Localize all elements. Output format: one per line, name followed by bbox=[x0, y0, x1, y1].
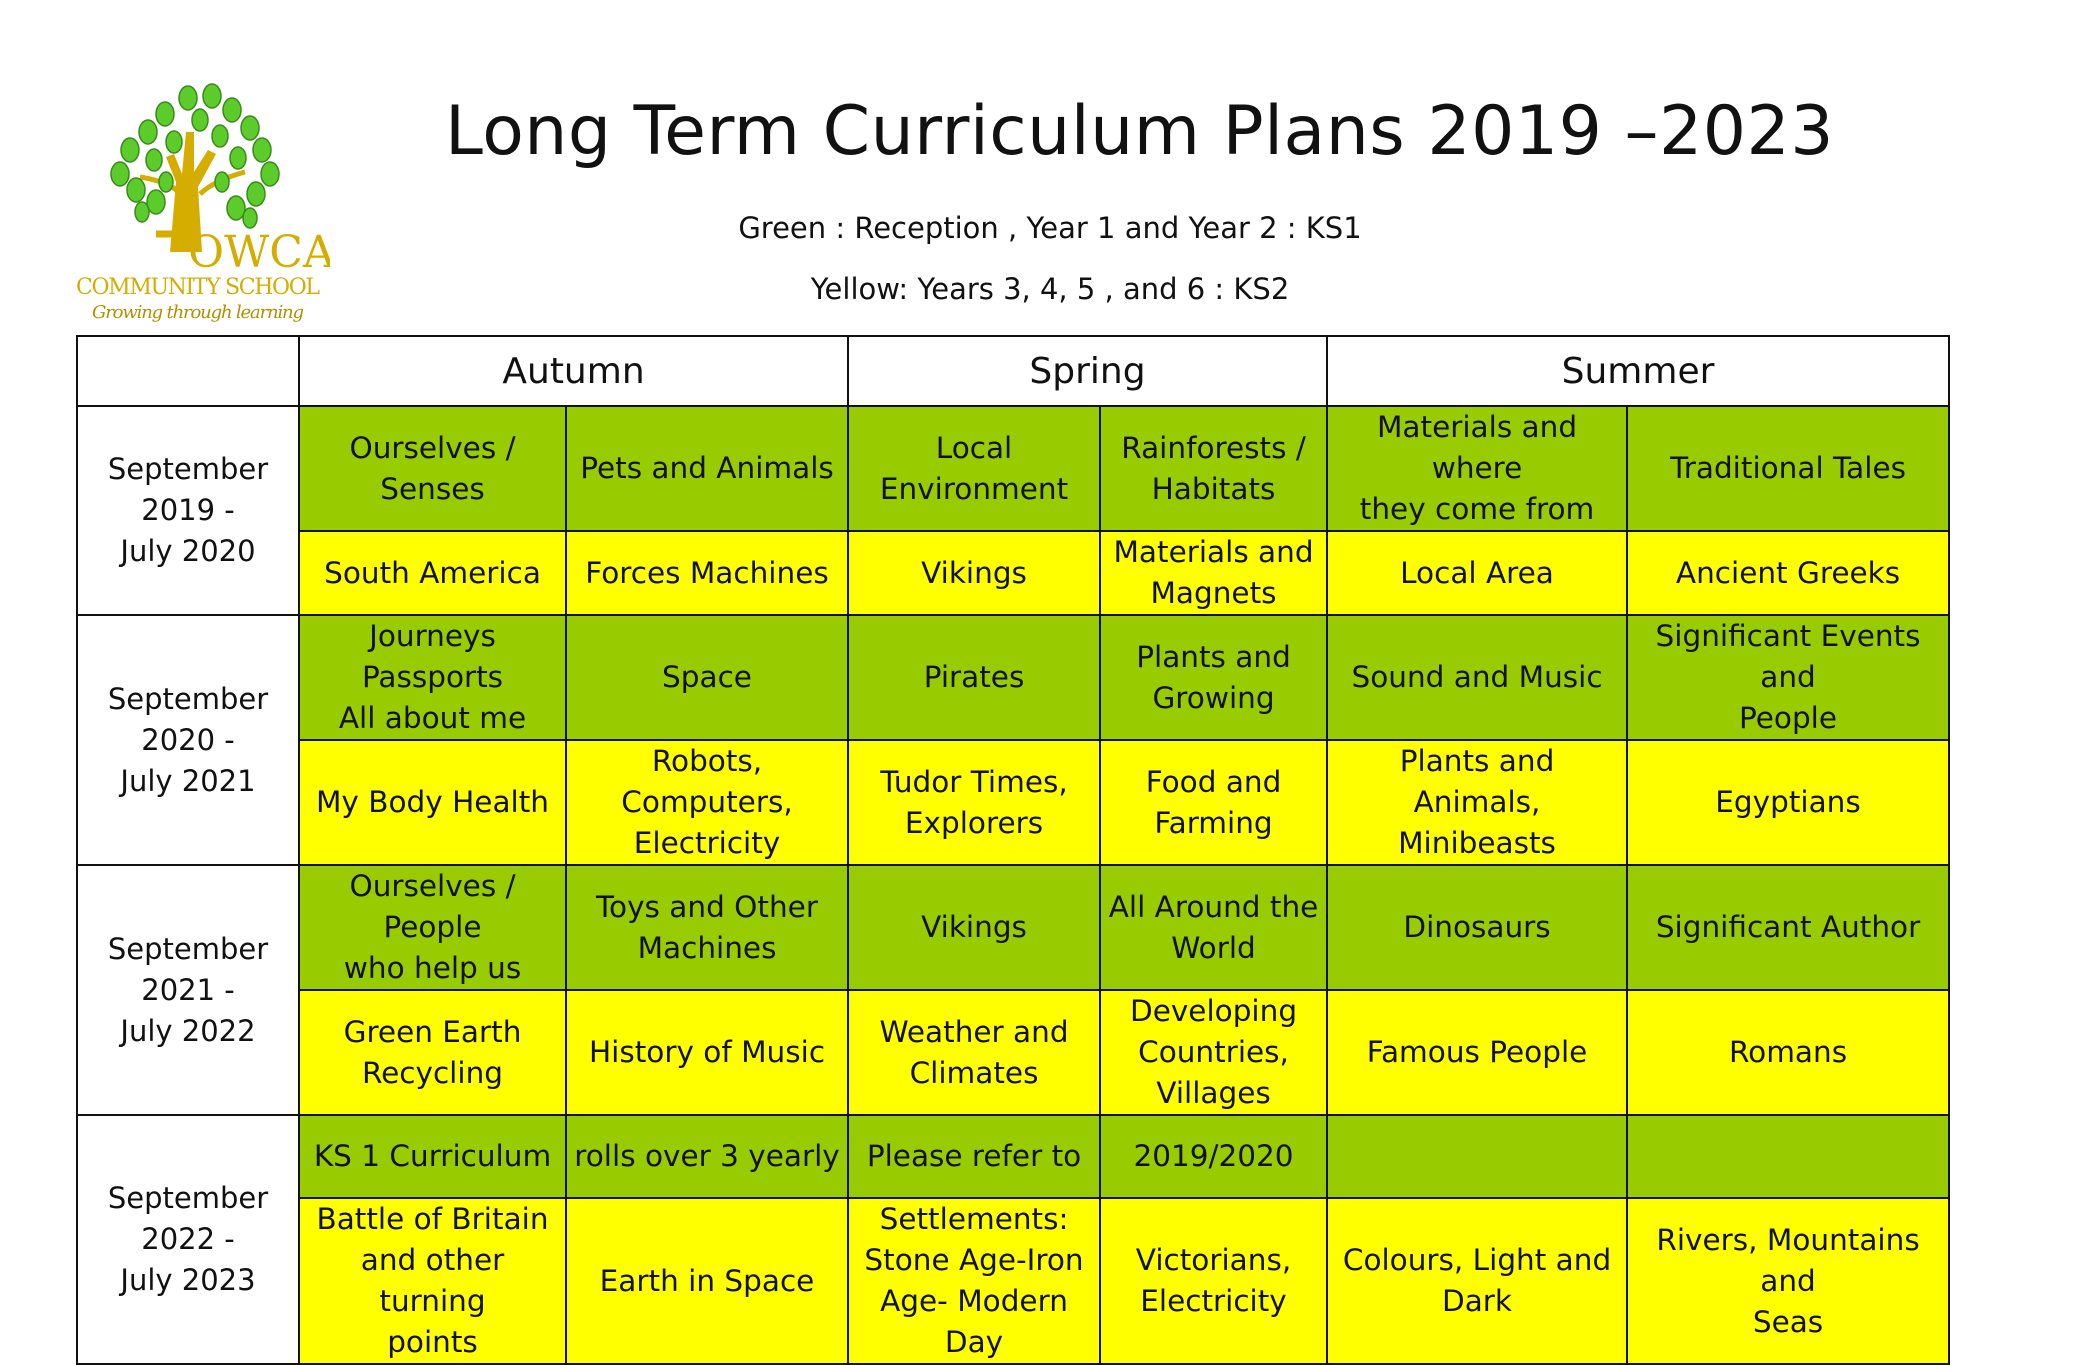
year-label-line: July 2022 bbox=[120, 1013, 256, 1048]
topic-line: Villages bbox=[1156, 1076, 1271, 1110]
logo-name: OWCA bbox=[188, 227, 330, 278]
year-label-line: September bbox=[107, 1181, 269, 1215]
topic-line: Pets and Animals bbox=[580, 451, 834, 485]
topic-line: Ourselves / Senses bbox=[349, 430, 516, 506]
topic-line: Vikings bbox=[921, 910, 1027, 944]
topic-line: Magnets bbox=[1150, 576, 1277, 610]
ks1-topic-cell bbox=[1627, 406, 1949, 531]
ks2-topic-cell bbox=[299, 740, 566, 865]
topic-line: Plants and bbox=[1136, 639, 1291, 674]
topic-line: Growing bbox=[1152, 680, 1275, 715]
ks1-topic-cell bbox=[1627, 615, 1949, 740]
topic-line: 2019/2020 bbox=[1133, 1139, 1294, 1173]
topic-row-ks2 bbox=[77, 990, 1949, 1115]
topic-line: Recycling bbox=[361, 1055, 504, 1090]
topic-line: Materials and bbox=[1113, 535, 1314, 569]
topic-line: Romans bbox=[1728, 1035, 1848, 1069]
topic-line: Space bbox=[662, 660, 752, 694]
year-label-line: September bbox=[107, 452, 269, 486]
topic-row-ks2 bbox=[77, 740, 1949, 865]
topic-line: Traditional Tales bbox=[1670, 451, 1906, 485]
topic-line: Sound and Music bbox=[1351, 660, 1603, 694]
topic-line: Ourselves / People bbox=[349, 869, 516, 944]
ks1-topic-cell bbox=[566, 865, 848, 990]
ks2-topic-cell bbox=[566, 1198, 848, 1364]
topic-line: Countries, bbox=[1138, 1035, 1289, 1069]
ks1-topic-cell bbox=[1327, 406, 1627, 531]
topic-line: rolls over 3 yearly bbox=[574, 1139, 840, 1173]
topic-row-ks2 bbox=[77, 531, 1949, 615]
ks1-topic-cell bbox=[1100, 615, 1327, 740]
topic-line: Dark bbox=[1442, 1284, 1513, 1318]
ks2-topic-cell bbox=[848, 531, 1100, 615]
year-label bbox=[77, 1115, 299, 1364]
topic-line: Colours, Light and bbox=[1342, 1243, 1612, 1277]
ks2-topic-cell bbox=[1100, 740, 1327, 865]
topic-line: Vikings bbox=[921, 555, 1027, 590]
year-label-line: September bbox=[107, 681, 269, 716]
topic-line: Egyptians bbox=[1715, 785, 1861, 819]
topic-line: Local bbox=[935, 430, 1013, 465]
topic-line: Local Area bbox=[1400, 555, 1554, 590]
ks2-topic-cell bbox=[1627, 1198, 1949, 1364]
ks1-topic-cell bbox=[848, 865, 1100, 990]
ks2-topic-cell bbox=[566, 990, 848, 1115]
ks2-topic-cell bbox=[299, 990, 566, 1115]
year-label-line: September bbox=[107, 931, 269, 966]
ks2-topic-cell bbox=[1327, 740, 1627, 865]
ks1-topic-cell bbox=[1327, 1115, 1627, 1198]
topic-line: People bbox=[1739, 701, 1838, 735]
logo-tagline: Growing through learning bbox=[92, 302, 304, 323]
ks1-topic-cell bbox=[299, 865, 566, 990]
topic-line: Materials and where bbox=[1376, 410, 1578, 485]
ks2-topic-cell bbox=[1627, 531, 1949, 615]
ks2-topic-cell bbox=[566, 740, 848, 865]
ks1-topic-cell bbox=[566, 406, 848, 531]
topic-line: who help us bbox=[343, 951, 522, 985]
year-label bbox=[77, 406, 299, 615]
ks1-topic-cell bbox=[1627, 865, 1949, 990]
topic-line: Battle of Britain bbox=[316, 1202, 549, 1236]
topic-line: Settlements: bbox=[879, 1202, 1069, 1236]
topic-line: and other turning bbox=[360, 1243, 505, 1318]
ks1-topic-cell bbox=[566, 1115, 848, 1198]
ks1-topic-cell bbox=[848, 615, 1100, 740]
topic-line: Passports bbox=[361, 660, 504, 694]
legend-green: Green : Reception , Year 1 and Year 2 : KS1 bbox=[738, 211, 1362, 245]
topic-line: Machines bbox=[637, 930, 777, 965]
ks2-topic-cell bbox=[1100, 1198, 1327, 1364]
topic-line: Food and bbox=[1145, 764, 1282, 799]
topic-line: Habitats bbox=[1151, 471, 1276, 506]
ks1-topic-cell bbox=[1100, 1115, 1327, 1198]
topic-line: Forces Machines bbox=[585, 555, 829, 590]
ks2-topic-cell bbox=[1100, 531, 1327, 615]
year-label-line: 2020 - bbox=[141, 722, 235, 757]
topic-line: Ancient Greeks bbox=[1675, 555, 1901, 590]
topic-line: Please refer to bbox=[866, 1139, 1082, 1173]
topic-line: Explorers bbox=[904, 805, 1044, 840]
term-spring: Spring bbox=[848, 336, 1327, 406]
topic-line: Climates bbox=[909, 1055, 1039, 1090]
ks2-topic-cell bbox=[299, 1198, 566, 1364]
term-summer: Summer bbox=[1327, 336, 1949, 406]
ks2-topic-cell bbox=[1327, 990, 1627, 1115]
ks2-topic-cell bbox=[1627, 990, 1949, 1115]
year-label bbox=[77, 865, 299, 1115]
curriculum-table bbox=[76, 335, 1950, 1365]
topic-line: My Body Health bbox=[315, 785, 549, 819]
topic-line: World bbox=[1171, 930, 1256, 965]
topic-line: Earth in Space bbox=[599, 1263, 815, 1298]
topic-line: Dinosaurs bbox=[1403, 910, 1551, 944]
year-label-line: July 2021 bbox=[120, 763, 256, 798]
year-label-line: July 2023 bbox=[120, 1263, 256, 1297]
topic-line: South America bbox=[324, 555, 541, 590]
topic-line: Weather and bbox=[879, 1014, 1069, 1049]
year-label-line: July 2020 bbox=[120, 534, 256, 568]
topic-line: KS 1 Curriculum bbox=[313, 1139, 552, 1173]
topic-line: Developing bbox=[1129, 994, 1298, 1028]
ks2-topic-cell bbox=[299, 531, 566, 615]
topic-row-ks1 bbox=[77, 406, 1949, 531]
topic-line: Environment bbox=[879, 471, 1069, 506]
topic-line: Significant Events and bbox=[1655, 619, 1921, 694]
topic-line: Electricity bbox=[1140, 1284, 1287, 1318]
topic-line: Rainforests / bbox=[1121, 430, 1306, 465]
ks2-topic-cell bbox=[1627, 740, 1949, 865]
ks1-topic-cell bbox=[1100, 865, 1327, 990]
topic-line: Toys and Other bbox=[596, 889, 818, 924]
topic-line: Minibeasts bbox=[1398, 826, 1556, 860]
topic-line: Significant Author bbox=[1655, 910, 1921, 944]
topic-line: Journeys bbox=[369, 619, 496, 653]
topic-line: points bbox=[387, 1325, 478, 1359]
ks2-topic-cell bbox=[566, 531, 848, 615]
ks2-topic-cell bbox=[848, 990, 1100, 1115]
ks1-topic-cell bbox=[566, 615, 848, 740]
ks1-topic-cell bbox=[299, 1115, 566, 1198]
topic-line: Stone Age-Iron bbox=[864, 1243, 1084, 1277]
ks1-topic-cell bbox=[848, 406, 1100, 531]
legend-yellow: Yellow: Years 3, 4, 5 , and 6 : KS2 bbox=[810, 272, 1290, 306]
ks1-topic-cell bbox=[848, 1115, 1100, 1198]
topic-line: Seas bbox=[1752, 1304, 1824, 1339]
topic-line: Green Earth bbox=[343, 1014, 522, 1049]
topic-line: Robots, Computers, bbox=[621, 744, 793, 819]
topic-line: Age- Modern Day bbox=[880, 1284, 1068, 1359]
topic-line: Farming bbox=[1154, 805, 1273, 840]
corner-cell bbox=[77, 336, 299, 406]
topic-row-ks1 bbox=[77, 615, 1949, 740]
topic-line: History of Music bbox=[588, 1035, 826, 1069]
year-label-line: 2022 - bbox=[141, 1222, 235, 1256]
page-title: Long Term Curriculum Plans 2019 –2023 bbox=[445, 92, 1835, 171]
ks1-topic-cell bbox=[1327, 865, 1627, 990]
topic-line: All about me bbox=[338, 701, 527, 735]
year-label-line: 2021 - bbox=[141, 972, 235, 1007]
topic-row-ks2 bbox=[77, 1198, 1949, 1364]
topic-line: All Around the bbox=[1108, 889, 1319, 924]
ks2-topic-cell bbox=[1327, 1198, 1627, 1364]
ks2-topic-cell bbox=[1100, 990, 1327, 1115]
topic-line: Rivers, Mountains and bbox=[1656, 1222, 1920, 1298]
topic-line: Tudor Times, bbox=[880, 764, 1068, 799]
topic-line: Plants and Animals, bbox=[1399, 744, 1555, 819]
ks2-topic-cell bbox=[1327, 531, 1627, 615]
topic-line: Pirates bbox=[923, 660, 1025, 694]
ks1-topic-cell bbox=[1627, 1115, 1949, 1198]
topic-row-ks1 bbox=[77, 865, 1949, 990]
ks1-topic-cell bbox=[1100, 406, 1327, 531]
ks2-topic-cell bbox=[848, 740, 1100, 865]
topic-line: Famous People bbox=[1366, 1035, 1588, 1069]
term-autumn: Autumn bbox=[299, 336, 848, 406]
topic-line: they come from bbox=[1359, 492, 1595, 526]
term-header-row bbox=[77, 336, 1949, 406]
ks1-topic-cell bbox=[299, 406, 566, 531]
ks2-topic-cell bbox=[848, 1198, 1100, 1364]
ks1-topic-cell bbox=[1327, 615, 1627, 740]
ks1-topic-cell bbox=[299, 615, 566, 740]
logo-subtitle: COMMUNITY SCHOOL bbox=[76, 275, 320, 300]
year-label-line: 2019 - bbox=[141, 493, 235, 527]
topic-row-ks1 bbox=[77, 1115, 1949, 1198]
year-label bbox=[77, 615, 299, 865]
topic-line: Electricity bbox=[633, 826, 781, 860]
topic-line: Victorians, bbox=[1135, 1243, 1292, 1277]
